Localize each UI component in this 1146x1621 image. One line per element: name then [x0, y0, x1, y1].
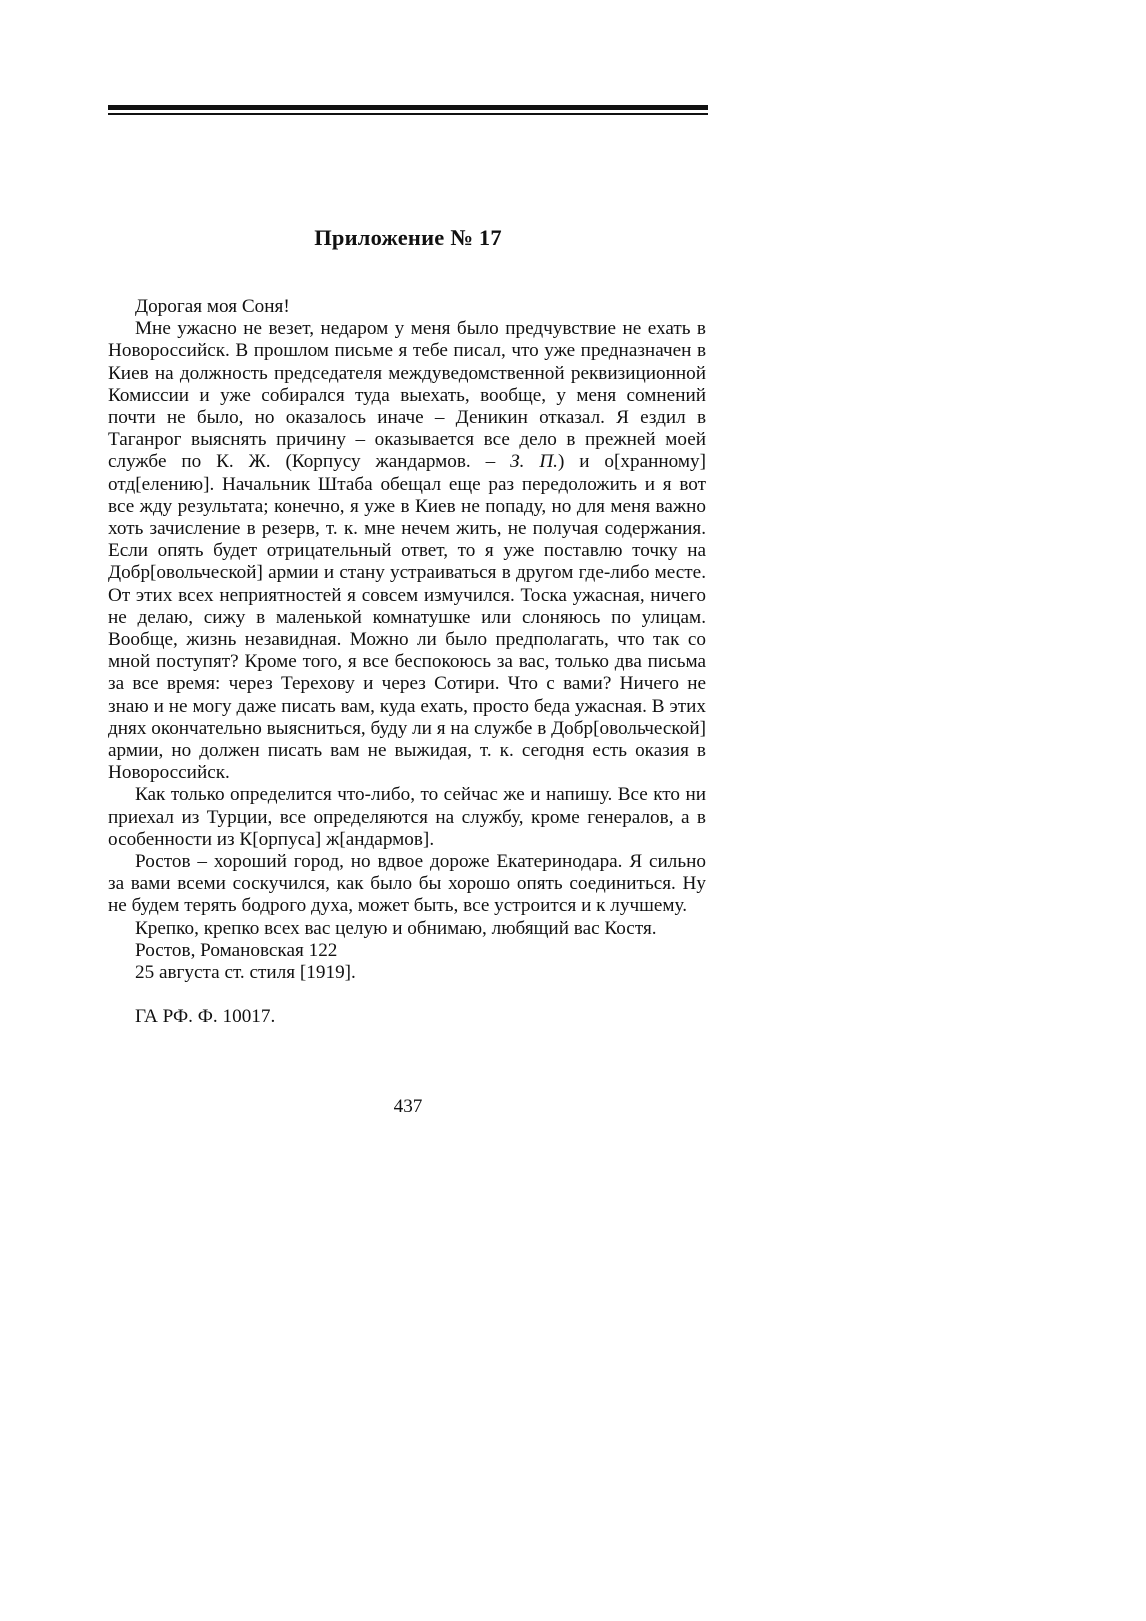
letter-paragraph-2: Как только определится что-либо, то сейчас же и напишу. Все кто ни приехал из Турции, все определяются на службу, кроме генералов, а в особенности из К[орпуса] ж[андармов]. [108, 784, 706, 850]
archive-source: ГА РФ. Ф. 10017. [135, 1006, 276, 1028]
letter-address: Ростов, Романовская 122 [135, 939, 338, 961]
header-rule-thin [108, 113, 708, 115]
paragraph-1-text-a: Мне ужасно не везет, недаром у меня было предчувствие не ехать в Новороссийск. В прошлом письме я тебе писал, что уже предназначен в Киев на должность председателя междуведомственной реквизиционной Комиссии и уже собирался туда выехать, вообще, у меня сомнений почти не было, но оказалось иначе – Деникин отказал. Я ездил в Таганрог выяснять причину – оказывается все дело в прежней моей службе по К. Ж. (Корпусу жандармов. – [108, 318, 706, 473]
page-number: 437 [393, 1096, 423, 1117]
letter-paragraph-3: Ростов – хороший город, но вдвое дороже Екатеринодара. Я сильно за вами всеми соскучился, как было бы хорошо опять соединиться. Ну не будем терять бодрого духа, может быть, все устроится и к лучшему. [108, 851, 706, 917]
letter-closing: Крепко, крепко всех вас целую и обнимаю, любящий вас Костя. [135, 917, 657, 939]
appendix-title: Приложение № 17 [314, 225, 502, 250]
editor-initials: З. П. [510, 451, 558, 473]
letter-greeting: Дорогая моя Соня! [135, 296, 290, 317]
paragraph-1-text-b: ) и о[хранному] отд[елению]. Начальник Штаба обещал еще раз передоложить и я вот все жду результата; конечно, я уже в Киев не попаду, но для меня важно хоть зачисление в резерв, т. к. мне нечем жить, не получая содержания. Если опять будет отрицательный ответ, то я уже поставлю точку на Добр[овольческой] армии и стану устраиваться в другом где-либо месте. От этих всех неприятностей я совсем измучился. Тоска ужасная, ничего не делаю, сижу в маленькой комнатушке или слоняюсь по улицам. Вообще, жизнь незавидная. Можно ли было предполагать, что так со мной поступят? Кроме того, я все беспокоюсь за вас, только два письма за все время: через Терехову и через Сотири. Что с вами? Ничего не знаю и не могу даже писать вам, куда ехать, просто беда ужасная. В этих днях окончательно выясниться, буду ли я на службе в Добр[овольческой] армии, но должен писать вам не выжидая, т. к. сегодня есть оказия в Новороссийск. [108, 451, 707, 784]
letter-paragraph-1 [108, 318, 706, 784]
letter-body [108, 296, 706, 1029]
header-rule-thick [108, 105, 708, 110]
letter-date: 25 августа ст. стиля [1919]. [135, 962, 356, 984]
